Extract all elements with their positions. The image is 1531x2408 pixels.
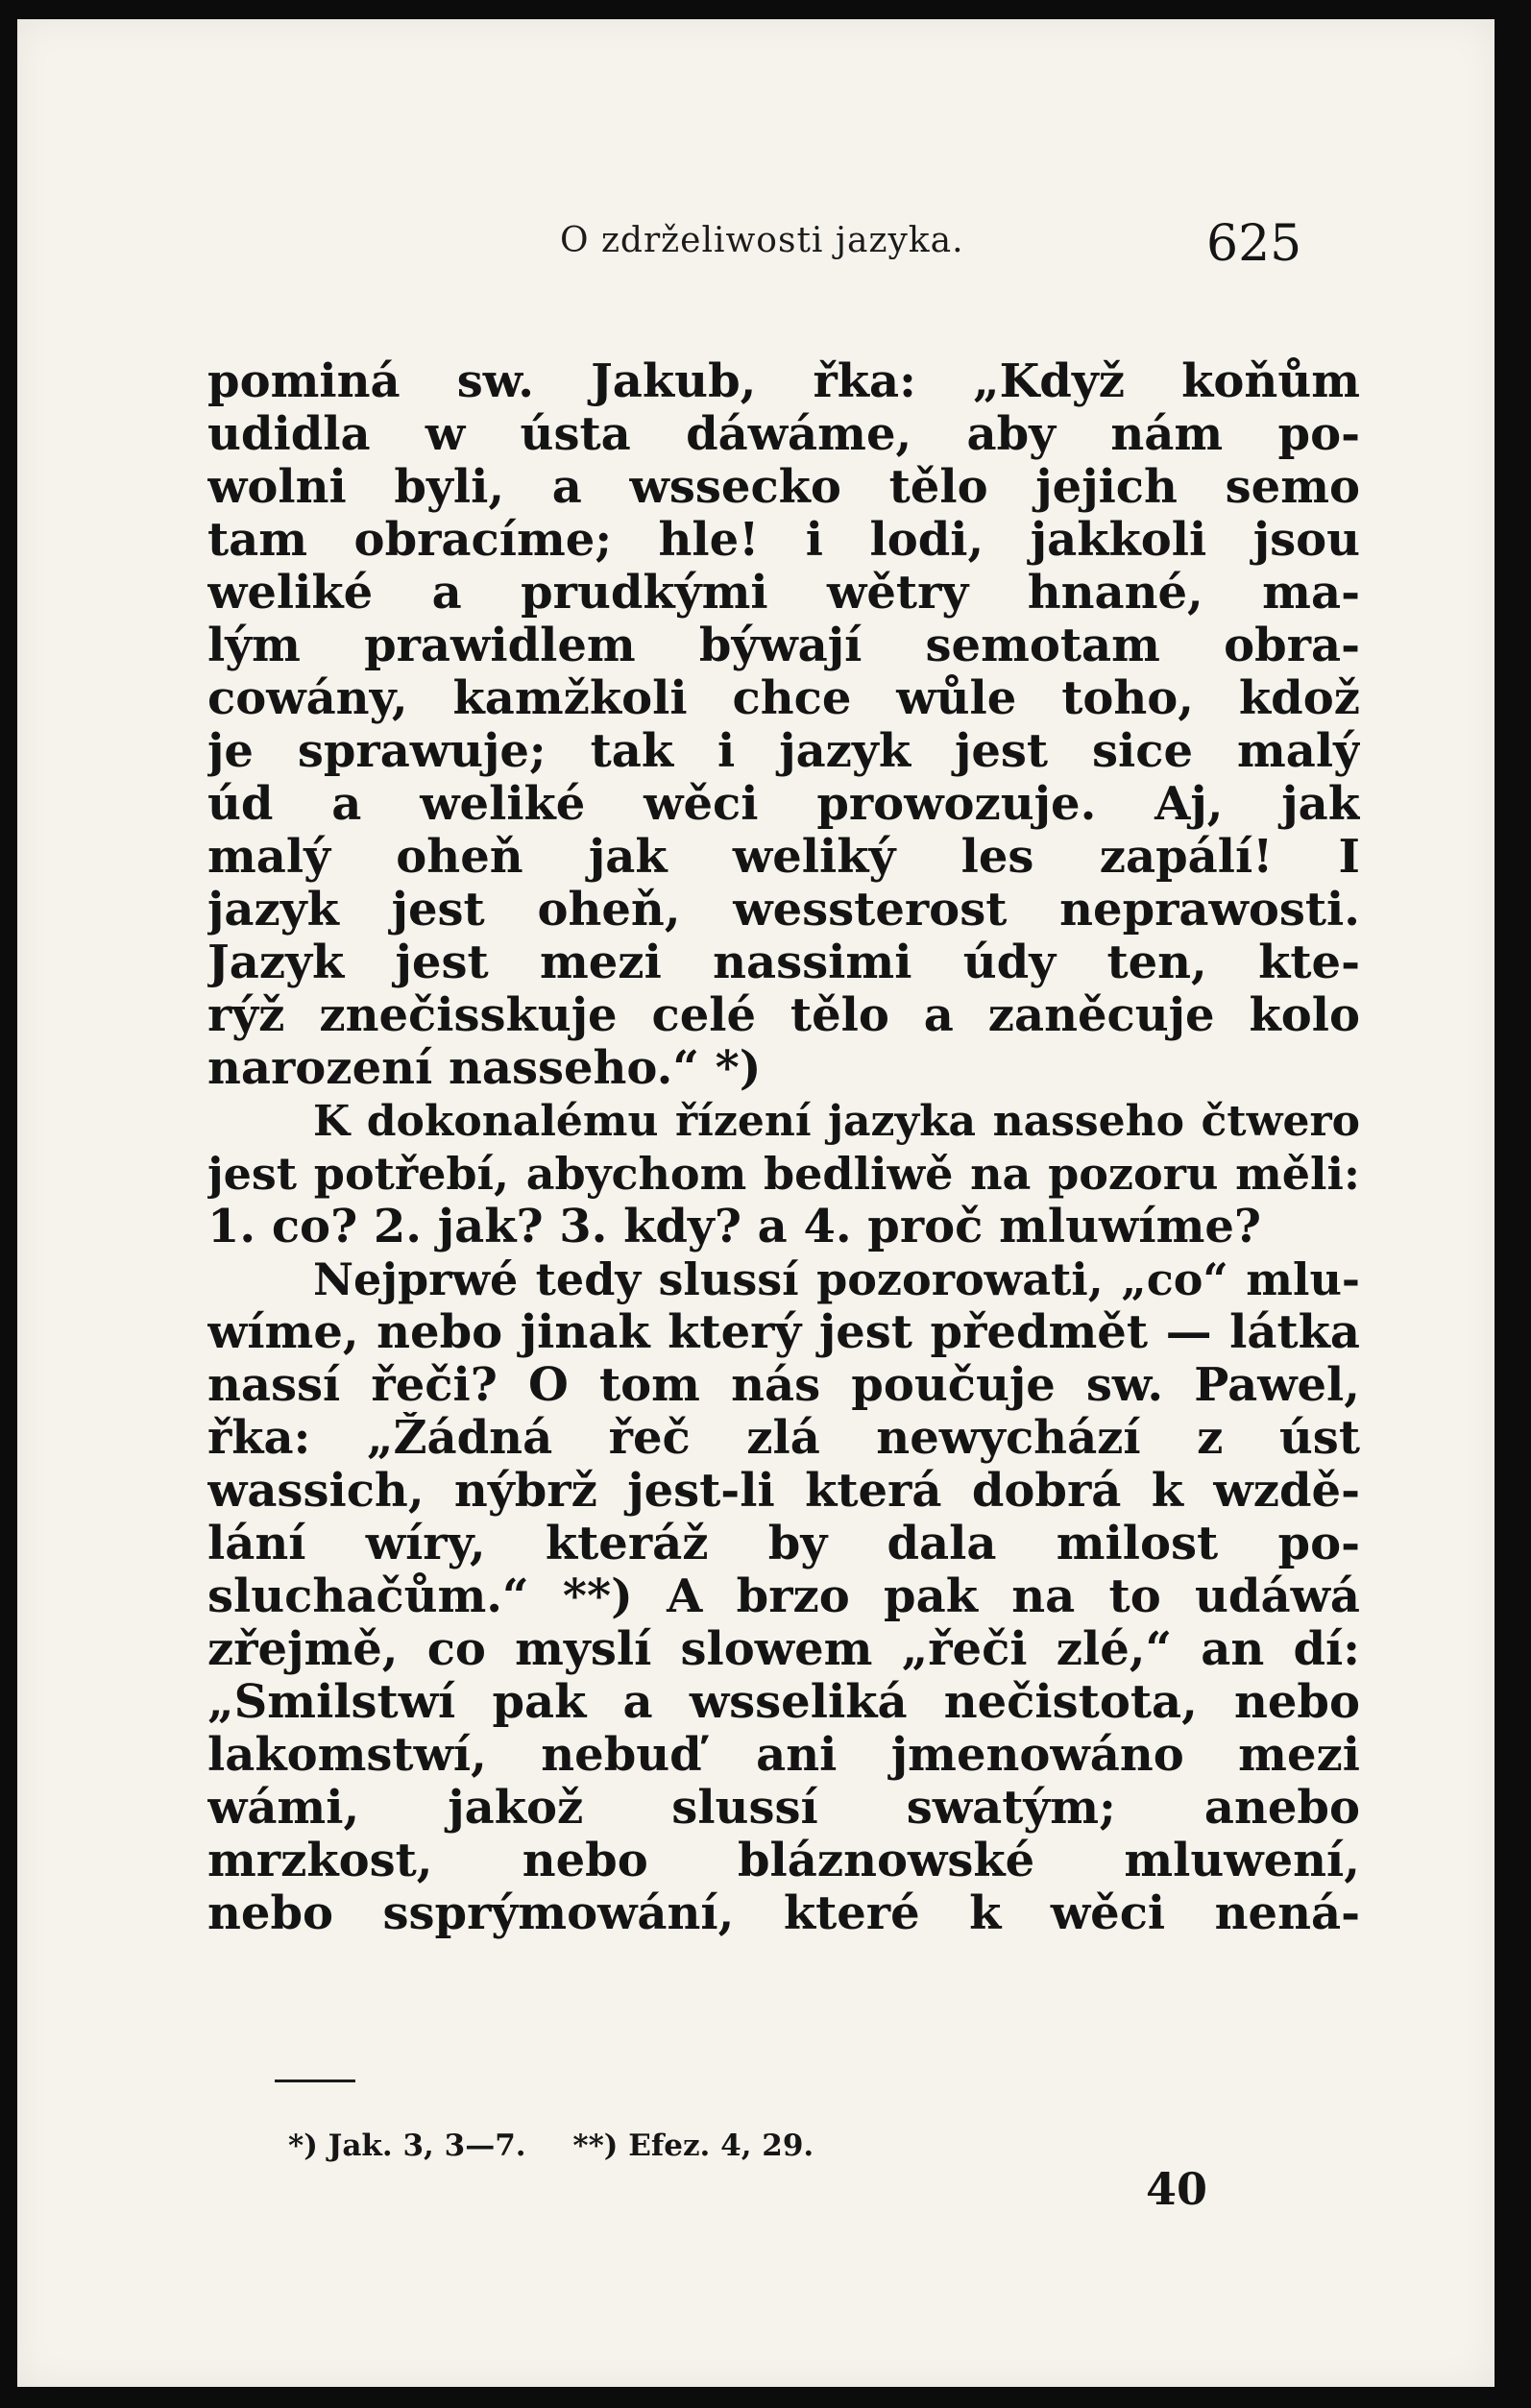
footnote-1: *) Jak. 3, 3—7.	[288, 2128, 526, 2163]
book-page	[17, 19, 1495, 2387]
text-line: wíme, nebo jinak který jest předmět — látka	[207, 1306, 1360, 1359]
text-line: weliké a prudkými wětry hnané, ma-	[207, 567, 1360, 620]
text-line: narození nasseho.“ *)	[207, 1042, 762, 1095]
text-line: řka: „Žádná řeč zlá newychází z úst	[207, 1412, 1360, 1465]
text-line: K dokonalému řízení jazyka nasseho čtwero	[313, 1097, 1360, 1146]
text-line: malý oheň jak weliký les zapálí! I	[207, 831, 1360, 884]
text-line: lakomstwí, nebuď ani jmenowáno mezi	[207, 1729, 1360, 1782]
text-line: zřejmě, co myslí slowem „řeči zlé,“ an dí:	[207, 1623, 1360, 1676]
text-line: nebo ssprýmowání, které k wěci nená-	[207, 1887, 1360, 1940]
text-line: 1. co? 2. jak? 3. kdy? a 4. proč mluwíme?	[207, 1201, 1262, 1253]
text-line: cowány, kamžkoli chce wůle toho, kdož	[207, 672, 1360, 725]
footnote-divider	[275, 2080, 355, 2082]
text-line: rýž znečisskuje celé tělo a zaněcuje kolo	[207, 989, 1360, 1042]
text-line: úd a weliké wěci prowozuje. Aj, jak	[207, 778, 1360, 831]
page-number: 625	[1206, 215, 1302, 273]
text-line: jazyk jest oheň, wessterost neprawosti.	[207, 884, 1360, 936]
text-line: lání wíry, kteráž by dala milost po-	[207, 1518, 1360, 1570]
text-line: Nejprwé tedy slussí pozorowati, „co“ mlu-	[313, 1253, 1360, 1305]
text-line: udidla w ústa dáwáme, aby nám po-	[207, 408, 1360, 461]
body-text	[207, 355, 1360, 1940]
text-line: wassich, nýbrž jest-li která dobrá k wzdě-	[207, 1465, 1360, 1518]
text-line: je sprawuje; tak i jazyk jest sice malý	[207, 725, 1360, 778]
running-title: O zdrželiwosti jazyka.	[560, 221, 964, 260]
text-line: jest potřebí, abychom bedliwě na pozoru měli:	[207, 1148, 1360, 1200]
footnote-2: **) Efez. 4, 29.	[572, 2128, 814, 2163]
text-line: wolni byli, a wsseckо tělo jejich semo	[207, 461, 1360, 514]
signature-mark: 40	[1146, 2163, 1208, 2215]
text-line: mrzkost, nebo bláznowské mluwení,	[207, 1835, 1360, 1887]
text-line: tam obracíme; hle! i lodi, jakkoli jsou	[207, 514, 1360, 567]
text-line: sluchačům.“ **) A brzo pak na to udáwá	[207, 1570, 1360, 1623]
text-line: lým prawidlem býwají semotam obra-	[207, 620, 1360, 672]
text-line: Jazyk jest mezi nassimi údy ten, kte-	[207, 936, 1360, 989]
text-line: „Smilstwí pak a wsseliká nečistota, nebo	[207, 1676, 1360, 1729]
footnotes	[288, 2128, 814, 2163]
text-line: nassí řeči? O tom nás poučuje sw. Pawel,	[207, 1359, 1360, 1412]
text-line: wámi, jakož slussí swatým; anebo	[207, 1782, 1360, 1835]
text-line: pominá sw. Jakub, řka: „Když koňům	[207, 355, 1360, 408]
